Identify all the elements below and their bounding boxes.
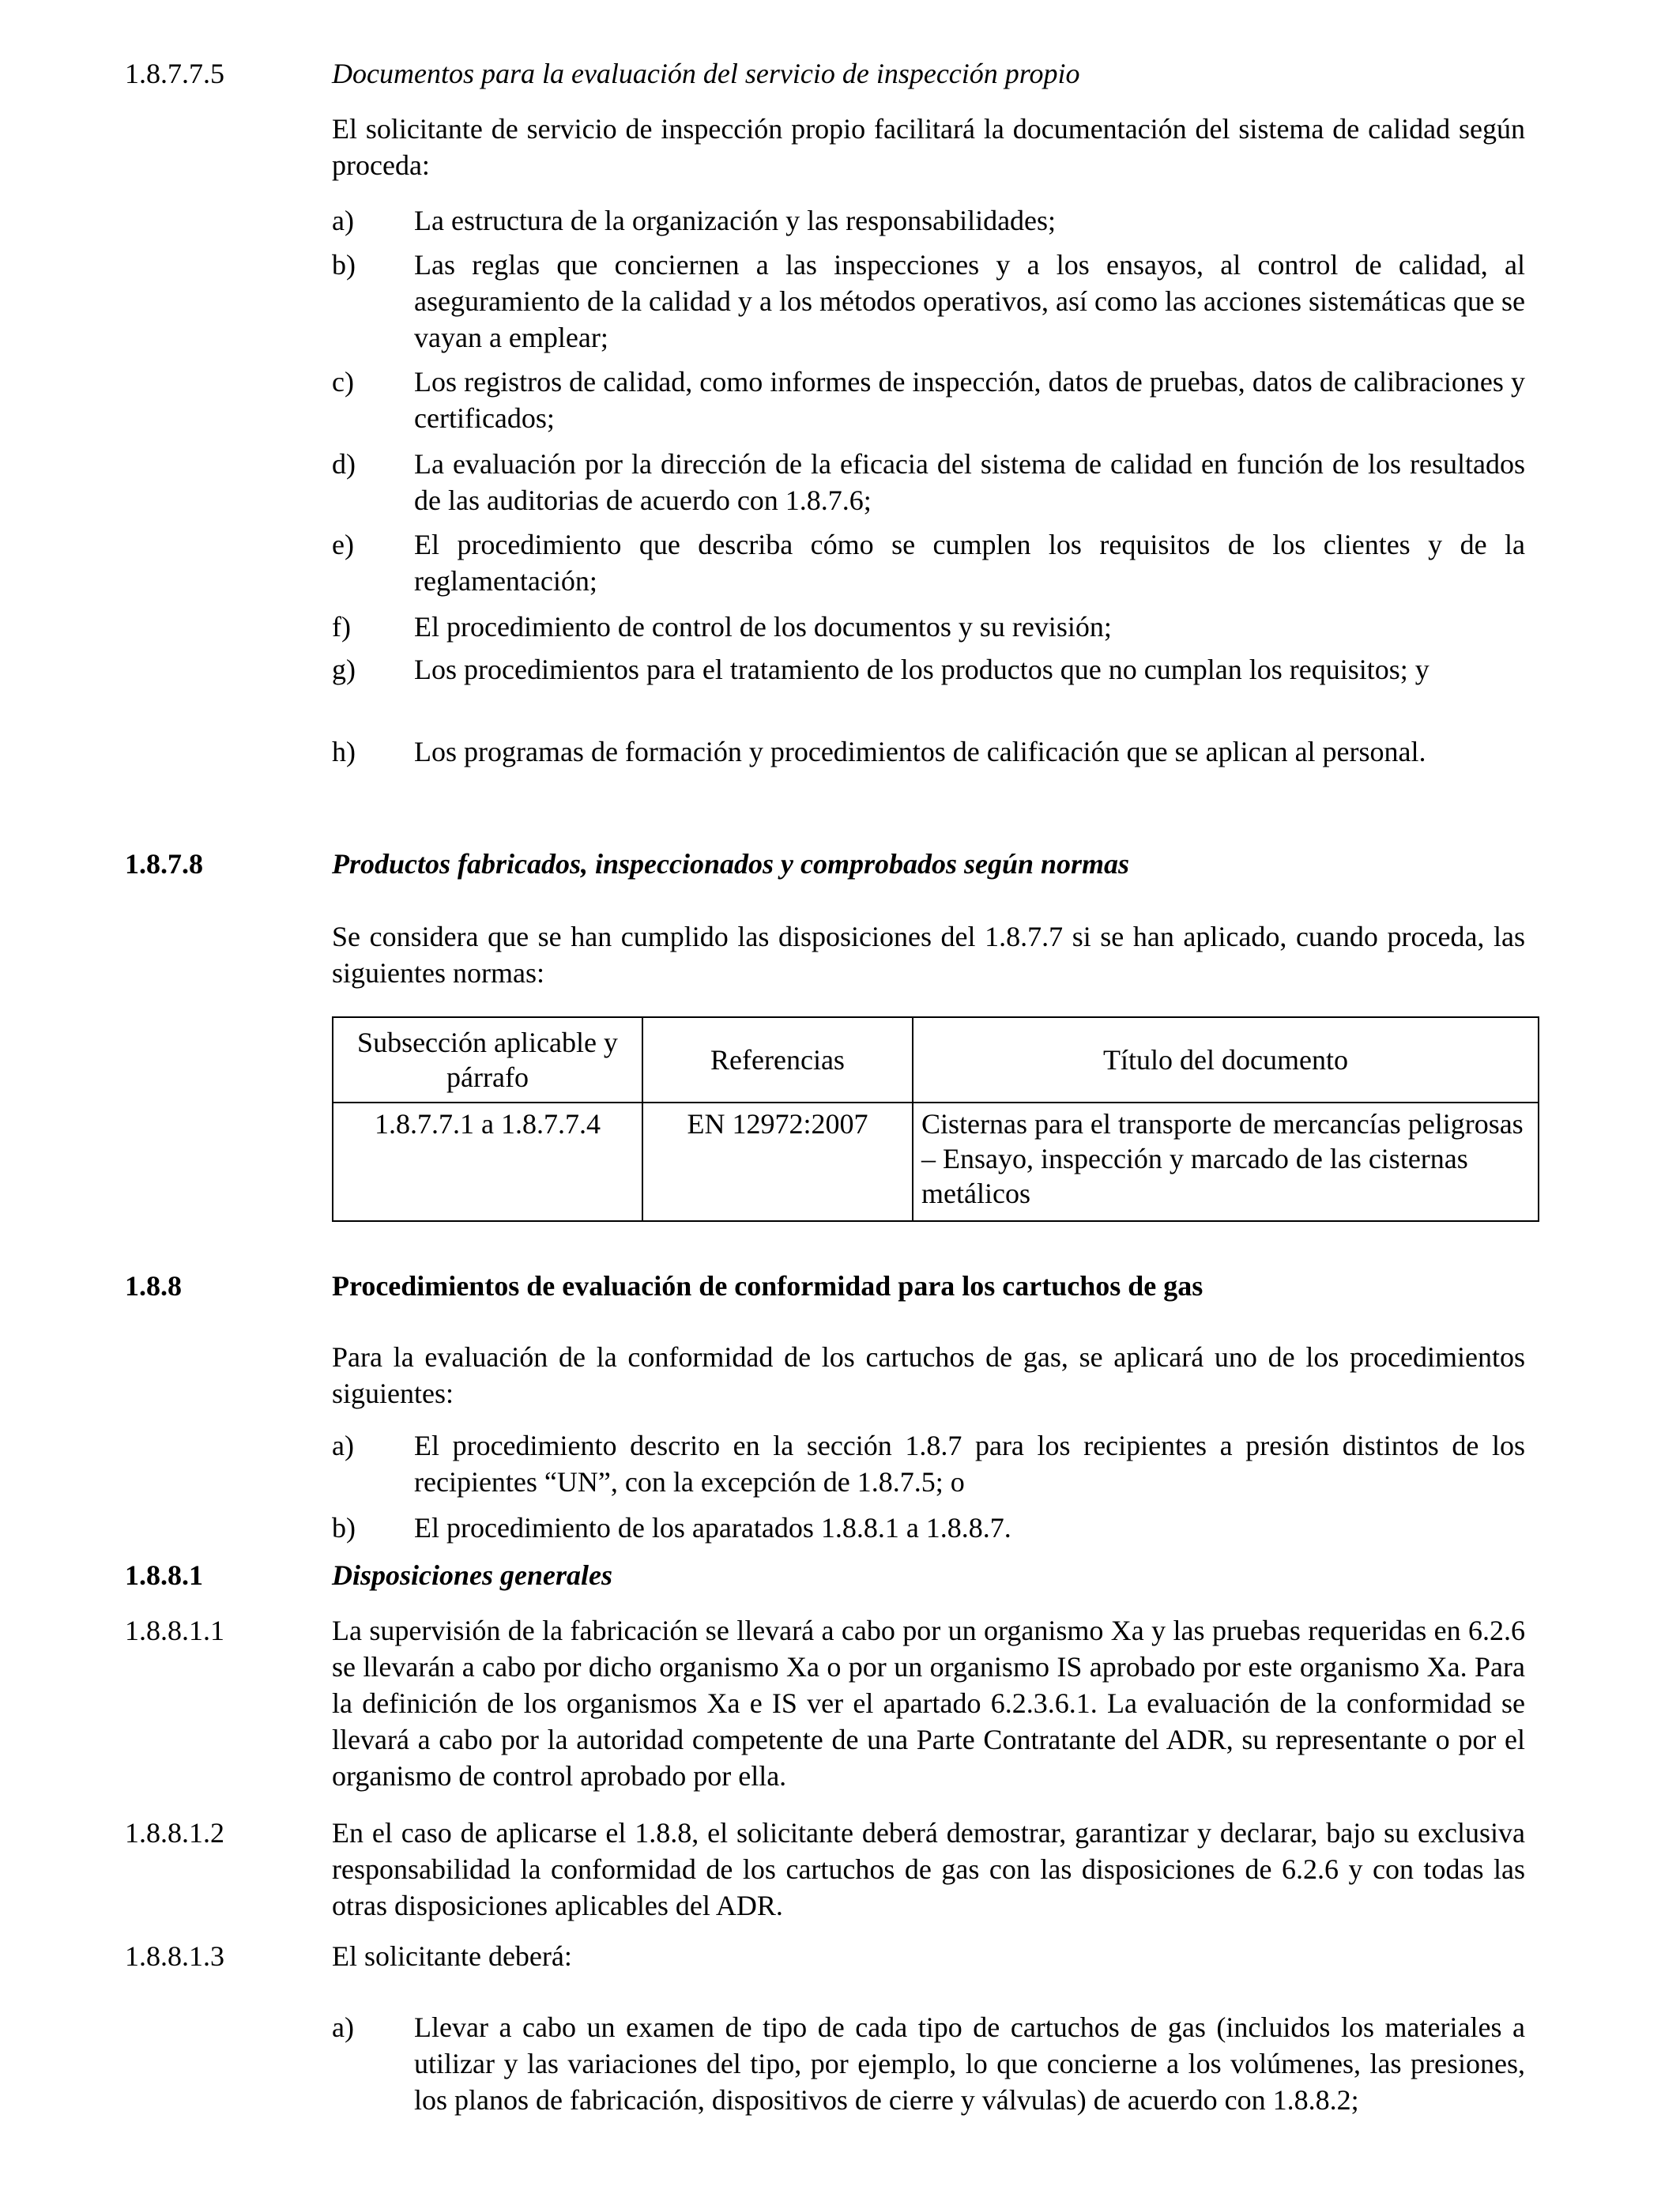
list-label: c) — [332, 366, 354, 398]
list-text: El procedimiento de los aparatados 1.8.8.1 a 1.8.8.7. — [414, 1512, 1011, 1544]
section-title: Documentos para la evaluación del servicio de inspección propio — [332, 58, 1080, 89]
list-label: b) — [332, 249, 356, 281]
list-text: El procedimiento de control de los documentos y su revisión; — [414, 611, 1112, 643]
list-label: a) — [332, 205, 354, 236]
list-label: d) — [332, 448, 356, 480]
paragraph: La supervisión de la fabricación se llevará a cabo por un organismo Xa y las pruebas requeridas en 6.2.6 se llevarán a cabo por dicho organismo Xa o por un organismo IS aprobado por este organismo Xa. Para la definición de los organismos Xa e IS ver el apartado 6.2.3.6.1. La evaluación de la conformidad se llevará a cabo por la autoridad competente de una Parte Contratante del ADR, su representante o por el organismo de control aprobado por ella. — [332, 1615, 1525, 1792]
list-label: a) — [332, 2011, 354, 2043]
list-label: a) — [332, 1430, 354, 1461]
list-label: b) — [332, 1512, 356, 1544]
table-row — [333, 1103, 1539, 1221]
section-number: 1.8.7.7.5 — [125, 58, 224, 89]
table-cell: Cisternas para el transporte de mercancías peligrosas – Ensayo, inspección y marcado de las cisternas metálicos — [913, 1103, 1539, 1221]
list-text: La estructura de la organización y las responsabilidades; — [414, 205, 1057, 236]
paragraph: El solicitante deberá: — [332, 1940, 572, 1972]
paragraph-number: 1.8.8.1.3 — [125, 1940, 224, 1972]
paragraph: Se considera que se han cumplido las disposiciones del 1.8.7.7 si se han aplicado, cuando proceda, las siguientes normas: — [332, 921, 1525, 989]
list-label: h) — [332, 736, 356, 767]
list-text: Llevar a cabo un examen de tipo de cada tipo de cartuchos de gas (incluidos los materiales a utilizar y las variaciones del tipo, por ejemplo, lo que concierne a los volúmenes, las presiones, los planos de fabricación, dispositivos de cierre y válvulas) de acuerdo con 1.8.8.2; — [414, 2011, 1525, 2116]
column-header: Título del documento — [913, 1017, 1539, 1103]
table-cell: 1.8.7.7.1 a 1.8.7.7.4 — [333, 1103, 642, 1221]
list-label: e) — [332, 529, 354, 560]
standards-table — [332, 1016, 1539, 1222]
section-title: Procedimientos de evaluación de conformidad para los cartuchos de gas — [332, 1270, 1203, 1302]
list-label: f) — [332, 611, 351, 643]
paragraph: El solicitante de servicio de inspección propio facilitará la documentación del sistema de calidad según proceda: — [332, 113, 1525, 181]
section-title: Disposiciones generales — [332, 1559, 612, 1591]
table-header-row — [333, 1017, 1539, 1103]
list-text: El procedimiento que describa cómo se cumplen los requisitos de los clientes y de la reglamentación; — [414, 529, 1525, 597]
section-number: 1.8.7.8 — [125, 848, 203, 880]
list-text: Los procedimientos para el tratamiento de los productos que no cumplan los requisitos; y — [414, 654, 1430, 685]
paragraph: Para la evaluación de la conformidad de los cartuchos de gas, se aplicará uno de los procedimientos siguientes: — [332, 1341, 1525, 1409]
list-label: g) — [332, 654, 356, 685]
paragraph-number: 1.8.8.1.1 — [125, 1615, 224, 1646]
section-number: 1.8.8.1 — [125, 1559, 203, 1591]
list-text: Los registros de calidad, como informes de inspección, datos de pruebas, datos de calibraciones y certificados; — [414, 366, 1525, 434]
table-cell: EN 12972:2007 — [642, 1103, 913, 1221]
section-number: 1.8.8 — [125, 1270, 182, 1302]
paragraph: En el caso de aplicarse el 1.8.8, el solicitante deberá demostrar, garantizar y declarar, bajo su exclusiva responsabilidad la conformidad de los cartuchos de gas con las disposiciones de 6.2.6 y con todas las otras disposiciones aplicables del ADR. — [332, 1817, 1525, 1921]
column-header: Subsección aplicable y párrafo — [333, 1017, 642, 1103]
column-header: Referencias — [642, 1017, 913, 1103]
list-text: Las reglas que conciernen a las inspecciones y a los ensayos, al control de calidad, al aseguramiento de la calidad y a los métodos operativos, así como las acciones sistemáticas que se vayan a emplear; — [414, 249, 1525, 353]
list-text: La evaluación por la dirección de la eficacia del sistema de calidad en función de los resultados de las auditorias de acuerdo con 1.8.7.6; — [414, 448, 1525, 516]
list-text: Los programas de formación y procedimientos de calificación que se aplican al personal. — [414, 736, 1426, 767]
list-text: El procedimiento descrito en la sección 1.8.7 para los recipientes a presión distintos de los recipientes “UN”, con la excepción de 1.8.7.5; o — [414, 1430, 1525, 1498]
paragraph-number: 1.8.8.1.2 — [125, 1817, 224, 1849]
section-title: Productos fabricados, inspeccionados y comprobados según normas — [332, 848, 1130, 880]
